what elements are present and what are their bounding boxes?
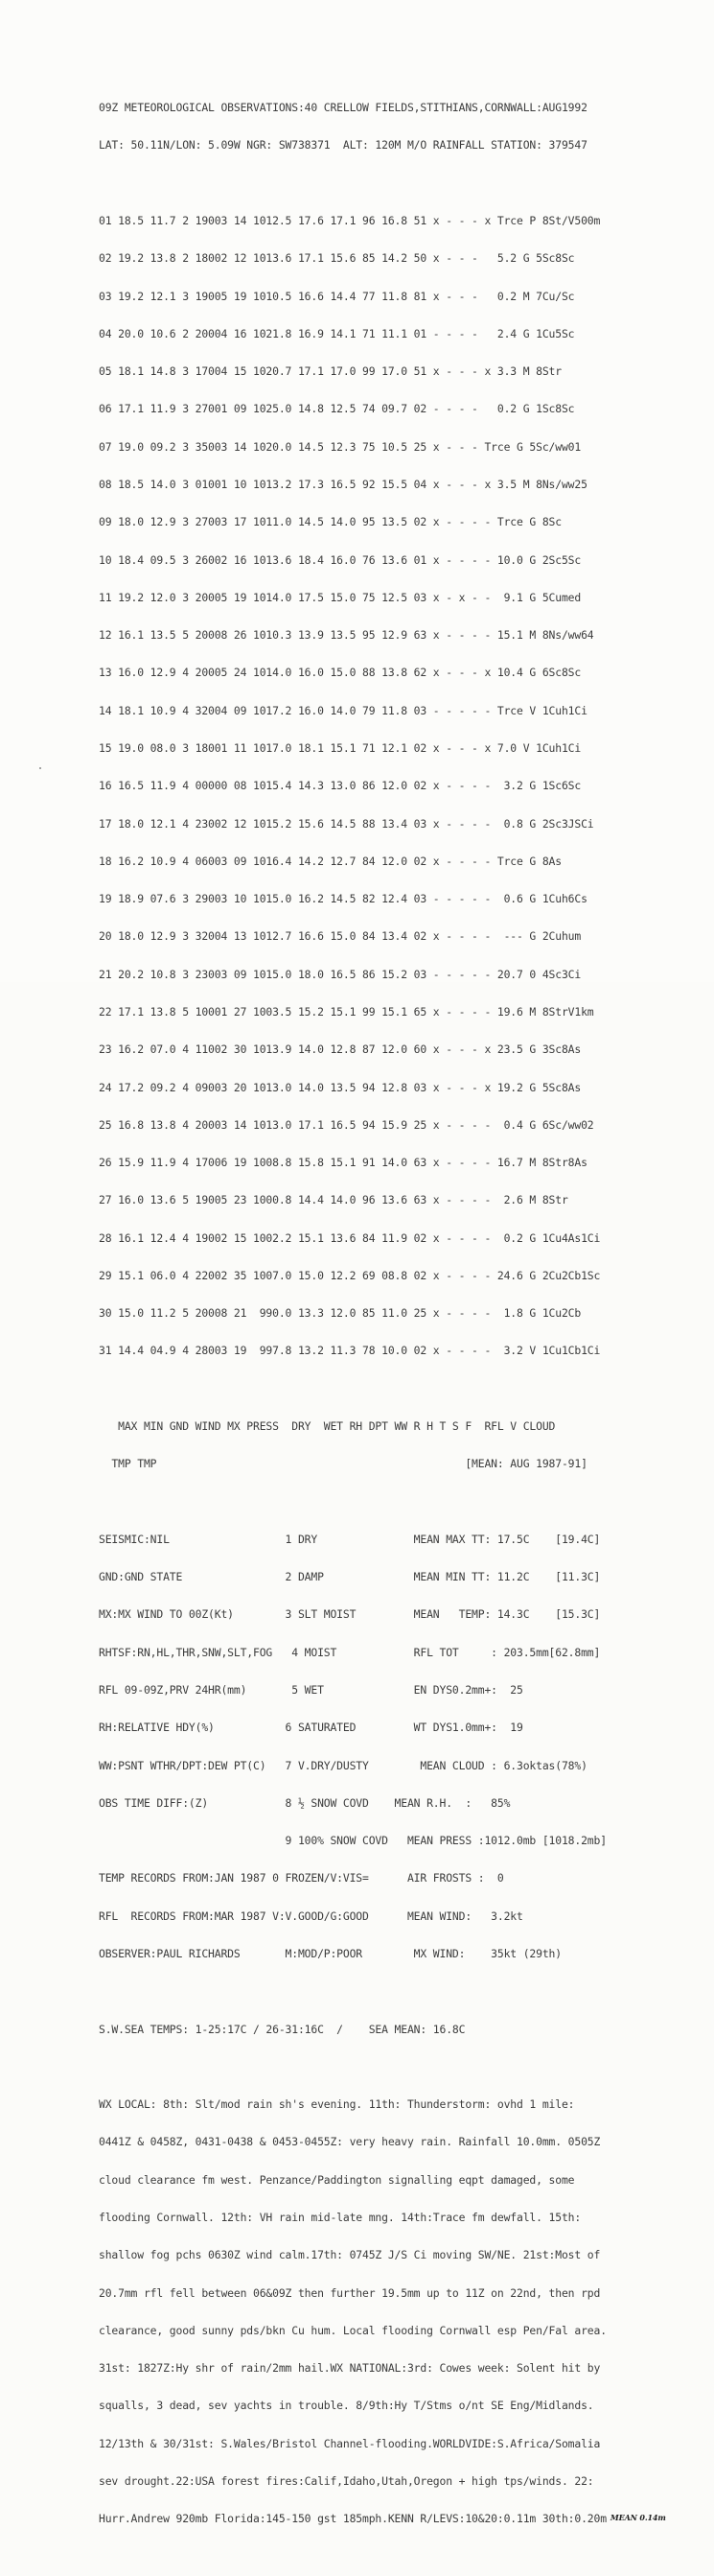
table-row: 30 15.0 11.2 5 20008 21 990.0 13.3 12.0 85 11.0 25 x - - - - 1.8 G 1Cu2Cb [99, 1306, 582, 1321]
table-row: 28 16.1 12.4 4 19002 15 1002.2 15.1 13.6 84 11.9 02 x - - - - 0.2 G 1Cu4As1Ci [99, 1230, 601, 1245]
table-row: 08 18.5 14.0 3 01001 10 1013.2 17.3 16.5 92 15.5 04 x - - - x 3.5 M 8Ns/ww25 [99, 478, 587, 491]
table-row: 05 18.1 14.8 3 17004 15 1020.7 17.1 17.0 99 17.0 51 x - - - x 3.3 M 8Str [99, 364, 562, 379]
note-line-last [99, 2513, 666, 2525]
table-row: 20 18.0 12.9 3 32004 13 1012.7 16.6 15.0 84 13.4 02 x - - - - --- G 2Cuhum [99, 929, 582, 944]
note-line: WX LOCAL: 8th: Slt/mod rain sh's evening. 11th: Thunderstorm: ovhd 1 mile: [99, 2097, 575, 2112]
legend-line: OBS TIME DIFF:(Z) 8 ½ SNOW COVD MEAN R.H. : 85% [99, 1795, 511, 1810]
table-row: 11 19.2 12.0 3 20005 19 1014.0 17.5 15.0 75 12.5 03 x - x - - 9.1 G 5Cumed [99, 590, 582, 604]
table-row: 09 18.0 12.9 3 27003 17 1011.0 14.5 14.0 95 13.5 02 x - - - - Trce G 8Sc [99, 515, 562, 529]
note-line: flooding Cornwall. 12th: VH rain mid-late mng. 14th:Trace fm dewfall. 15th: [99, 2210, 582, 2224]
legend-line: 9 100% SNOW COVD MEAN PRESS :1012.0mb [1018.2mb] [99, 1834, 607, 1848]
legend-line: GND:GND STATE 2 DAMP MEAN MIN TT: 11.2C [11.3C] [99, 1570, 601, 1584]
table-row: 14 18.1 10.9 4 32004 09 1017.2 16.0 14.0 79 11.8 03 - - - - - Trce V 1Cuh1Ci [99, 703, 587, 717]
table-row: 13 16.0 12.9 4 20005 24 1014.0 16.0 15.0 88 13.8 62 x - - - x 10.4 G 6Sc8Sc [99, 666, 582, 680]
legend-line: OBSERVER:PAUL RICHARDS M:MOD/P:POOR MX WIND: 35kt (29th) [99, 1946, 562, 1960]
note-line: squalls, 3 dead, sev yachts in trouble. 8/9th:Hy T/Stms o/nt SE Eng/Midlands. [99, 2399, 594, 2413]
note-line: 0441Z & 0458Z, 0431-0438 & 0453-0455Z: very heavy rain. Rainfall 10.0mm. 0505Z [99, 2135, 601, 2149]
table-row: 18 16.2 10.9 4 06003 09 1016.4 14.2 12.7 84 12.0 02 x - - - - Trce G 8As [99, 854, 562, 868]
sea-temps: S.W.SEA TEMPS: 1-25:17C / 26-31:16C / SEA MEAN: 16.8C [99, 2022, 466, 2036]
table-row: 31 14.4 04.9 4 28003 19 997.8 13.2 11.3 78 10.0 02 x - - - - 3.2 V 1Cu1Cb1Ci [99, 1344, 601, 1358]
table-row: 26 15.9 11.9 4 17006 19 1008.8 15.8 15.1 91 14.0 63 x - - - - 16.7 M 8Str8As [99, 1156, 587, 1170]
weather-notes [99, 2073, 666, 2551]
legend-line: SEISMIC:NIL 1 DRY MEAN MAX TT: 17.5C [19.4C] [99, 1532, 601, 1546]
legend-line: MX:MX WIND TO 00Z(Kt) 3 SLT MOIST MEAN TEMP: 14.3C [15.3C] [99, 1607, 601, 1622]
legend-line: RHTSF:RN,HL,THR,SNW,SLT,FOG 4 MOIST RFL TOT : 203.5mm[62.8mm] [99, 1645, 601, 1659]
table-row: 27 16.0 13.6 5 19005 23 1000.8 14.4 14.0 96 13.6 63 x - - - - 2.6 M 8Str [99, 1193, 568, 1207]
table-row: 06 17.1 11.9 3 27001 09 1025.0 14.8 12.5 74 09.7 02 - - - - 0.2 G 1Sc8Sc [99, 402, 575, 416]
table-row: 01 18.5 11.7 2 19003 14 1012.5 17.6 17.1 96 16.8 51 x - - - x Trce P 8St/V500m [99, 214, 601, 228]
observation-rows [99, 190, 666, 1383]
table-row: 03 19.2 12.1 3 19005 19 1010.5 16.6 14.4 77 11.8 81 x - - - 0.2 M 7Cu/Sc [99, 289, 575, 303]
header-location: LAT: 50.11N/LON: 5.09W NGR: SW738371 ALT: 120M M/O RAINFALL STATION: 379547 [99, 138, 587, 152]
table-row: 04 20.0 10.6 2 20004 16 1021.8 16.9 14.1 71 11.1 01 - - - - 2.4 G 1Cu5Sc [99, 326, 575, 340]
note-line: sev drought.22:USA forest fires:Calif,Idaho,Utah,Oregon + high tps/winds. 22: [99, 2473, 594, 2488]
note-line: 12/13th & 30/31st: S.Wales/Bristol Channel-flooding.WORLDVIDE:S.Africa/Somalia [99, 2436, 601, 2450]
note-text: Hurr.Andrew 920mb Florida:145-150 gst 185mph.KENN R/LEVS:10&20:0.11m 30th:0.20m [99, 2512, 607, 2526]
table-row: 07 19.0 09.2 3 35003 14 1020.0 14.5 12.3 75 10.5 25 x - - - Trce G 5Sc/ww01 [99, 439, 582, 454]
table-row: 02 19.2 13.8 2 18002 12 1013.6 17.1 15.6 85 14.2 50 x - - - 5.2 G 5Sc8Sc [99, 251, 575, 266]
note-line: 20.7mm rfl fell between 06&09Z then further 19.5mm up to 11Z on 22nd, then rpd [99, 2285, 601, 2300]
table-row: 21 20.2 10.8 3 23003 09 1015.0 18.0 16.5 86 15.2 03 - - - - - 20.7 0 4Sc3Ci [99, 967, 582, 981]
column-header: MAX MIN GND WIND MX PRESS DRY WET RH DPT WW R H T S F RFL V CLOUD [99, 1419, 556, 1434]
observation-sheet [99, 77, 666, 2576]
table-row: 10 18.4 09.5 3 26002 16 1013.6 18.4 16.0 76 13.6 01 x - - - - 10.0 G 2Sc5Sc [99, 552, 582, 567]
table-row: 29 15.1 06.0 4 22002 35 1007.0 15.0 12.2 69 08.8 02 x - - - - 24.6 G 2Cu2Cb1Sc [99, 1268, 601, 1282]
note-line: 31st: 1827Z:Hy shr of rain/2mm hail.WX NATIONAL:3rd: Cowes week: Solent hit by [99, 2361, 601, 2376]
table-row: 17 18.0 12.1 4 23002 12 1015.2 15.6 14.5 88 13.4 03 x - - - - 0.8 G 2Sc3JSCi [99, 816, 594, 831]
legend-line: RH:RELATIVE HDY(%) 6 SATURATED WT DYS1.0mm+: 19 [99, 1721, 523, 1735]
table-row: 22 17.1 13.8 5 10001 27 1003.5 15.2 15.1 99 15.1 65 x - - - - 19.6 M 8StrV1km [99, 1004, 594, 1019]
handwritten-note: MEAN 0.14m [610, 2513, 666, 2523]
legend-summary [99, 1509, 666, 1986]
legend-line: TEMP RECORDS FROM:JAN 1987 0 FROZEN/V:VIS= AIR FROSTS : 0 [99, 1871, 504, 1885]
table-row: 15 19.0 08.0 3 18001 11 1017.0 18.1 15.1 71 12.1 02 x - - - x 7.0 V 1Cuh1Ci [99, 740, 582, 755]
table-row: 25 16.8 13.8 4 20003 14 1013.0 17.1 16.5 94 15.9 25 x - - - - 0.4 G 6Sc/ww02 [99, 1117, 594, 1132]
column-header-sub: TMP TMP [MEAN: AUG 1987-91] [99, 1457, 587, 1471]
note-line: clearance, good sunny pds/bkn Cu hum. Local flooding Cornwall esp Pen/Fal area. [99, 2323, 607, 2337]
table-row: 16 16.5 11.9 4 00000 08 1015.4 14.3 13.0 86 12.0 02 x - - - - 3.2 G 1Sc6Sc [99, 779, 582, 793]
table-row: 19 18.9 07.6 3 29003 10 1015.0 16.2 14.5 82 12.4 03 - - - - - 0.6 G 1Cuh6Cs [99, 892, 587, 906]
legend-line: WW:PSNT WTHR/DPT:DEW PT(C) 7 V.DRY/DUSTY MEAN CLOUD : 6.3oktas(78%) [99, 1758, 587, 1772]
note-line: cloud clearance fm west. Penzance/Paddington signalling eqpt damaged, some [99, 2172, 575, 2187]
legend-line: RFL RECORDS FROM:MAR 1987 V:V.GOOD/G:GOOD MEAN WIND: 3.2kt [99, 1909, 523, 1923]
table-row: 23 16.2 07.0 4 11002 30 1013.9 14.0 12.8 87 12.0 60 x - - - x 23.5 G 3Sc8As [99, 1042, 582, 1057]
note-line: shallow fog pchs 0630Z wind calm.17th: 0745Z J/S Ci moving SW/NE. 21st:Most of [99, 2248, 601, 2262]
legend-line: RFL 09-09Z,PRV 24HR(mm) 5 WET EN DYS0.2mm+: 25 [99, 1683, 523, 1697]
table-row: 12 16.1 13.5 5 20008 26 1010.3 13.9 13.5 95 12.9 63 x - - - - 15.1 M 8Ns/ww64 [99, 628, 594, 643]
scan-speck [39, 767, 41, 769]
table-row: 24 17.2 09.2 4 09003 20 1013.0 14.0 13.5 94 12.8 03 x - - - x 19.2 G 5Sc8As [99, 1080, 582, 1094]
header-title: 09Z METEOROLOGICAL OBSERVATIONS:40 CRELLOW FIELDS,STITHIANS,CORNWALL:AUG1992 [99, 101, 587, 115]
